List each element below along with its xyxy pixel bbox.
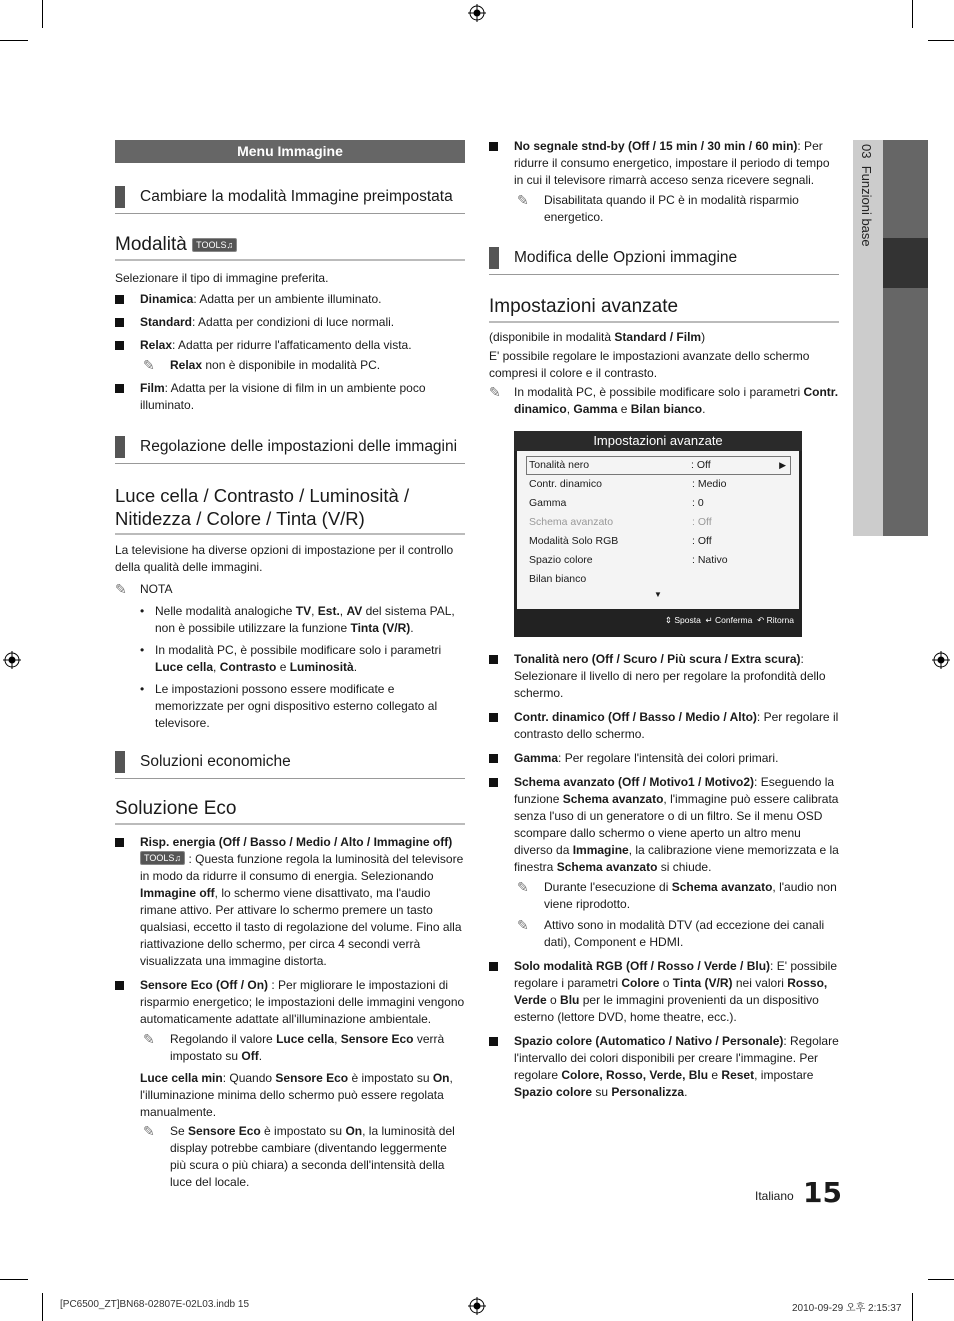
osd-row: Tonalità nero : Off ▶ (526, 456, 791, 475)
subsection-heading: Regolazione delle impostazioni delle immagini (115, 435, 465, 464)
list-item: Tonalità nero (Off / Scuro / Più scura / Extra scura): Selezionare il livello di nero per regolare la profondità dello schermo. (489, 651, 839, 702)
osd-menu-screenshot (514, 431, 802, 637)
crop-mark (42, 1293, 43, 1321)
note: ✎ Attivo sono in modalità DTV (ad eccezione dei canali dati), Component e HDMI. (517, 917, 825, 949)
list-item: Spazio colore (Automatico / Nativo / Personale): Regolare l'intervallo dei colori disponibili per creare l'immagine. Per regolare Colore, Rosso, Verde, Blu e Reset, impostare Spazio colore su Personalizza. (489, 1033, 839, 1101)
list-item: Risp. energia (Off / Basso / Medio / Alto / Immagine off) TOOLS♫ : Questa funzione regola la luminosità del televisore in modo da ridurre il consumo di energia. Selezionando Immagine off, lo schermo viene disattivato, ma l'audio rimane attivo. Per attivare lo schermo premere un tasto qualsiasi, eccetto il tasto di regolazione del volume. Fino alla riattivazione dello schermo, per circa 4 secondi verrà visualizzata una immagine distorta. (115, 834, 465, 970)
page-number: 15 (803, 1176, 842, 1209)
arrow-right-icon: ▶ (779, 460, 786, 470)
registration-mark-icon (932, 651, 950, 669)
list-item: Gamma: Per regolare l'intensità dei colori primari. (489, 750, 839, 767)
heading-luce: Luce cella / Contrasto / Luminosità / Nitidezza / Colore / Tinta (V/R) (115, 484, 465, 535)
osd-row: Spazio colore : Nativo (529, 554, 728, 566)
note-item: • Nelle modalità analogiche TV, Est., AV del sistema PAL, non è possibile utilizzare la funzione Tinta (V/R). (140, 604, 455, 635)
osd-row: Contr. dinamico : Medio (529, 478, 727, 490)
osd-row: Gamma : 0 (529, 497, 704, 509)
paragraph: La televisione ha diverse opzioni di impostazione per il controllo della qualità delle immagini. (115, 543, 454, 574)
osd-title: Impostazioni avanzate (514, 431, 802, 451)
crop-mark (0, 40, 28, 41)
note: ✎ Disabilitata quando il PC è in modalità risparmio energetico. (517, 192, 799, 224)
note: ✎ Relax non è disponibile in modalità PC. (143, 357, 381, 373)
left-column (115, 140, 465, 1191)
list-item: Sensore Eco (Off / On) : Per migliorare le impostazioni di risparmio energetico; le impostazioni delle immagini vengono automaticamente adattate all'illuminazione ambientale. (115, 977, 465, 1028)
subsection-heading: Modifica delle Opzioni immagine (489, 246, 839, 275)
paragraph: E' possibile regolare le impostazioni avanzate dello schermo compresi il colore e il contrasto. (489, 349, 810, 380)
note-pencil-icon: ✎ (517, 917, 529, 933)
list-item: No segnale stnd-by (Off / 15 min / 30 min / 60 min): Per ridurre il consumo energetico, impostare il periodo di tempo in cui il televisore rimarrà acceso senza ricevere segnali. (489, 138, 839, 189)
note-pencil-icon: ✎ (517, 879, 529, 895)
crop-mark (912, 0, 913, 28)
note: ✎ Regolando il valore Luce cella, Sensore Eco verrà impostato su Off. (143, 1031, 445, 1063)
subsection-heading: Soluzioni economiche (115, 750, 465, 779)
chapter-side-tab (853, 140, 928, 536)
crop-mark (912, 1293, 913, 1321)
note-pencil-icon: ✎ (143, 1123, 155, 1139)
language-label: Italiano (755, 1189, 794, 1203)
note-pencil-icon: ✎ (143, 357, 155, 373)
updown-icon: ⇕ (664, 615, 672, 625)
registration-mark-icon (468, 1297, 486, 1315)
osd-row: Bilan bianco (529, 573, 587, 585)
list-item: Schema avanzato (Off / Motivo1 / Motivo2): Eseguendo la funzione Schema avanzato, l'immagine può essere calibrata senza l'uso di un generatore o di un filtro. Se il menu OSD scompare dallo schermo o viene aperto un altro menu diverso da Immagine, la calibrazione viene memorizzata e la finestra Schema avanzato si chiude. (489, 774, 839, 876)
tools-icon: TOOLS♫ (140, 851, 185, 865)
heading-impostazioni: Impostazioni avanzate (489, 295, 839, 323)
note-pencil-icon: ✎ (115, 581, 127, 597)
list-item: Relax: Adatta per ridurre l'affaticamento della vista. (115, 337, 465, 354)
list-item: Dinamica: Adatta per un ambiente illuminato. (115, 291, 465, 308)
osd-footer: ⇕ Sposta ↵ Conferma ↶ Ritorna (664, 615, 794, 625)
note: ✎ Se Sensore Eco è impostato su On, la luminosità del display potrebbe cambiare (diventando leggermente più scura o più chiara) a seconda dell'intensità della luce del locale. (143, 1123, 455, 1189)
chapter-label: 03 Funzioni base (859, 144, 874, 247)
osd-row: Modalità Solo RGB : Off (529, 535, 712, 547)
paragraph: Selezionare il tipo di immagine preferita. (115, 271, 329, 285)
list-item: Solo modalità RGB (Off / Rosso / Verde / Blu): E' possibile regolare i parametri Colore o Tinta (V/R) nei valori Rosso, Verde o Blu per le immagini provenienti da un dispositivo esterno (lettore DVD, home theatre, ecc.). (489, 958, 839, 1026)
crop-mark (0, 1279, 28, 1280)
note-pencil-icon: ✎ (489, 384, 501, 400)
crop-mark (928, 40, 954, 41)
date-slug: 2010-09-29 오후 2:15:37 (792, 1303, 902, 1314)
subsection-heading: Cambiare la modalità Immagine preimpostata (115, 185, 465, 214)
registration-mark-icon (468, 4, 486, 22)
registration-mark-icon (3, 651, 21, 669)
crop-mark (42, 0, 43, 28)
note-pencil-icon: ✎ (143, 1031, 155, 1047)
note-pencil-icon: ✎ (517, 192, 529, 208)
return-icon: ↶ (757, 615, 765, 625)
heading-modalita: Modalità TOOLS♫ (115, 233, 465, 261)
enter-icon: ↵ (705, 615, 713, 625)
heading-eco: Soluzione Eco (115, 797, 465, 825)
right-column (489, 138, 839, 418)
list-item: Film: Adatta per la visione di film in un ambiente poco illuminato. (115, 380, 465, 414)
file-slug: [PC6500_ZT]BN68-02807E-02L03.indb 15 (60, 1299, 250, 1310)
right-column-lower (489, 651, 839, 1101)
paragraph: (disponibile in modalità Standard / Film) (489, 330, 706, 344)
note-item: • In modalità PC, è possibile modificare solo i parametri Luce cella, Contrasto e Luminosità. (140, 643, 442, 674)
note-heading: ✎ NOTA (115, 581, 173, 597)
scroll-down-icon: ▼ (654, 590, 662, 599)
section-bar: Menu Immagine (115, 140, 465, 163)
paragraph: Luce cella min: Quando Sensore Eco è impostato su On, l'illuminazione minima dello schermo può essere regolata manualmente. (140, 1071, 453, 1119)
list-item: Standard: Adatta per condizioni di luce normali. (115, 314, 465, 331)
crop-mark (928, 1279, 954, 1280)
list-item: Contr. dinamico (Off / Basso / Medio / Alto): Per regolare il contrasto dello schermo. (489, 709, 839, 743)
note-item: • Le impostazioni possono essere modificate e memorizzate per ogni dispositivo esterno collegato al televisore. (140, 682, 438, 730)
tools-icon: TOOLS♫ (192, 238, 237, 252)
note: ✎ In modalità PC, è possibile modificare solo i parametri Contr. dinamico, Gamma e Bilan bianco. (489, 384, 839, 416)
note: ✎ Durante l'esecuzione di Schema avanzato, l'audio non viene riprodotto. (517, 879, 837, 911)
osd-row: Schema avanzato : Off (529, 516, 712, 528)
